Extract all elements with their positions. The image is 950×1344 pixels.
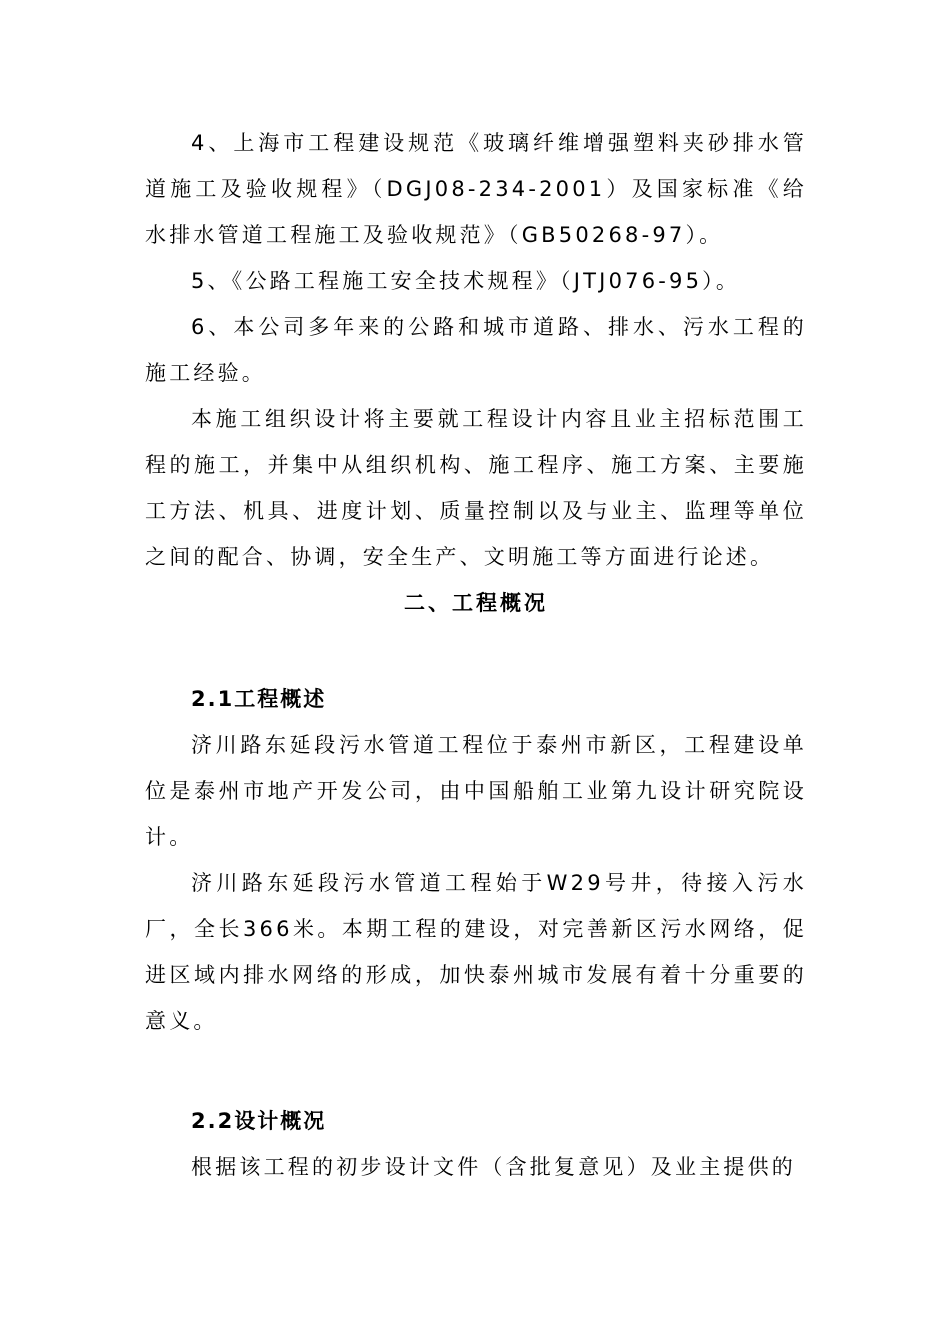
section-title-2-2: 2.2设计概况 [191,1109,327,1133]
paragraph-standard-4: 4、上海市工程建设规范《玻璃纤维增强塑料夹砂排水管道施工及验收规程》（DGJ08-234-2001）及国家标准《给水排水管道工程施工及验收规范》（GB50268-97）。 [145,131,807,247]
section-title-2-1: 2.1工程概述 [191,687,327,711]
paragraph-design-basis: 根据该工程的初步设计文件（含批复意见）及业主提供的 [191,1155,796,1179]
paragraph-project-location: 济川路东延段污水管道工程位于泰州市新区，工程建设单位是泰州市地产开发公司，由中国船舶工业第九设计研究院设计。 [145,733,807,849]
paragraph-project-length: 济川路东延段污水管道工程始于W29号井，待接入污水厂，全长366米。本期工程的建设，对完善新区污水网络，促进区域内排水网络的形成，加快泰州城市发展有着十分重要的意义。 [145,871,807,1033]
paragraph-standard-6: 6、本公司多年来的公路和城市道路、排水、污水工程的施工经验。 [145,315,807,385]
chapter-title: 二、工程概况 [404,591,548,615]
spacer [145,1044,807,1098]
spacer [145,626,807,676]
paragraph-design-scope: 本施工组织设计将主要就工程设计内容且业主招标范围工程的施工，并集中从组织机构、施工程序、施工方案、主要施工方法、机具、进度计划、质量控制以及与业主、监理等单位之间的配合、协调，安全生产、文明施工等方面进行论述。 [145,407,807,569]
paragraph-standard-5: 5、《公路工程施工安全技术规程》（JTJ076-95）。 [191,269,741,293]
document-body [145,120,807,1190]
